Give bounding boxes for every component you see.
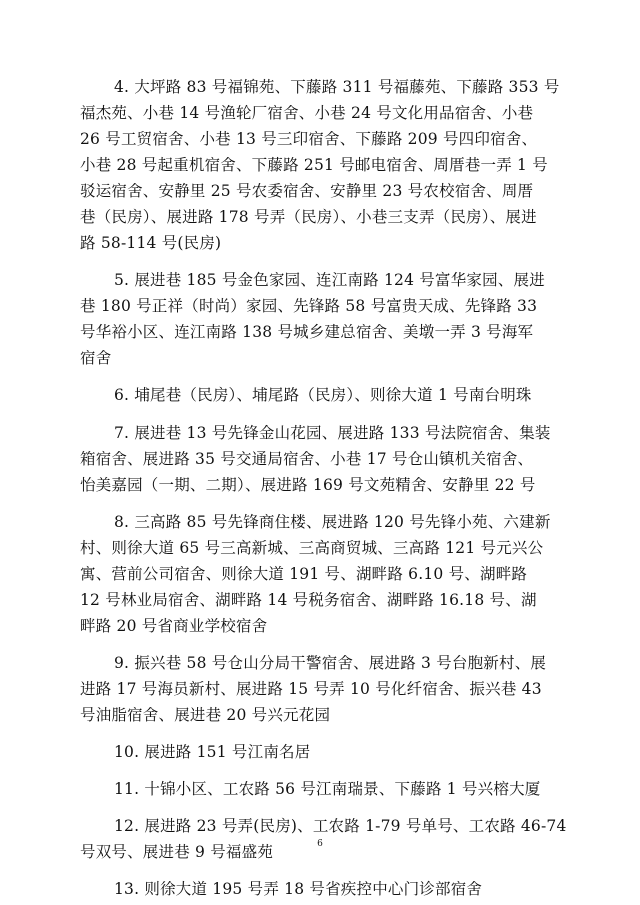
- paragraph-item-11: [0, 776, 640, 802]
- text-line: 路 58-114 号(民房): [80, 234, 222, 252]
- text-line: 宿舍: [80, 349, 112, 367]
- text-line: 号华裕小区、连江南路 138 号城乡建总宿舍、美墩一弄 3 号海军: [80, 323, 534, 341]
- text-line: 号双号、展进巷 9 号福盛苑: [80, 843, 274, 861]
- text-line: 巷 180 号正祥（时尚）家园、先锋路 58 号富贵天成、先锋路 33: [80, 297, 538, 315]
- text-line: 8. 三高路 85 号先锋商住楼、展进路 120 号先锋小苑、六建新: [114, 513, 551, 531]
- paragraph-item-9: [0, 650, 640, 728]
- paragraph-item-4: [0, 74, 640, 256]
- text-line: 箱宿舍、展进路 35 号交通局宿舍、小巷 17 号仓山镇机关宿舍、: [80, 450, 534, 468]
- paragraph-item-10: [0, 739, 640, 765]
- paragraph-item-7: [0, 420, 640, 498]
- text-line: 驳运宿舍、安静里 25 号农委宿舍、安静里 23 号农校宿舍、周厝: [80, 182, 534, 200]
- page-number: 6: [317, 839, 323, 849]
- document-body: [0, 74, 640, 902]
- paragraph-item-13: [0, 876, 640, 902]
- text-line: 9. 振兴巷 58 号仓山分局干警宿舍、展进路 3 号台胞新村、展: [114, 654, 547, 672]
- text-line: 号油脂宿舍、展进巷 20 号兴元花园: [80, 706, 331, 724]
- text-line: 进路 17 号海员新村、展进路 15 号弄 10 号化纤宿舍、振兴巷 43: [80, 680, 542, 698]
- paragraph-item-8: [0, 509, 640, 639]
- text-line: 寓、营前公司宿舍、则徐大道 191 号、湖畔路 6.10 号、湖畔路: [80, 565, 528, 583]
- text-line: 4. 大坪路 83 号福锦苑、下藤路 311 号福藤苑、下藤路 353 号: [114, 78, 560, 96]
- text-line: 福杰苑、小巷 14 号渔轮厂宿舍、小巷 24 号文化用品宿舍、小巷: [80, 104, 534, 122]
- text-line: 7. 展进巷 13 号先锋金山花园、展进路 133 号法院宿舍、集装: [114, 424, 551, 442]
- text-line: 怡美嘉园（一期、二期）、展进路 169 号文苑精舍、安静里 22 号: [80, 476, 536, 494]
- text-line: 畔路 20 号省商业学校宿舍: [80, 617, 268, 635]
- text-line: 12 号林业局宿舍、湖畔路 14 号税务宿舍、湖畔路 16.18 号、湖: [80, 591, 537, 609]
- text-line: 10. 展进路 151 号江南名居: [114, 743, 311, 761]
- text-line: 13. 则徐大道 195 号弄 18 号省疾控中心门诊部宿舍: [114, 880, 483, 898]
- text-line: 小巷 28 号起重机宿舍、下藤路 251 号邮电宿舍、周厝巷一弄 1 号: [80, 156, 548, 174]
- text-line: 5. 展进巷 185 号金色家园、连江南路 124 号富华家园、展进: [114, 271, 545, 289]
- text-line: 12. 展进路 23 号弄(民房)、工农路 1-79 号单号、工农路 46-74: [114, 817, 567, 835]
- text-line: 11. 十锦小区、工农路 56 号江南瑞景、下藤路 1 号兴榕大厦: [114, 780, 541, 798]
- text-line: 26 号工贸宿舍、小巷 13 号三印宿舍、下藤路 209 号四印宿舍、: [80, 130, 538, 148]
- text-line: 巷（民房）、展进路 178 号弄（民房）、小巷三支弄（民房）、展进: [80, 208, 537, 226]
- text-line: 村、则徐大道 65 号三高新城、三高商贸城、三高路 121 号元兴公: [80, 539, 544, 557]
- paragraph-item-6: [0, 382, 640, 408]
- paragraph-item-5: [0, 267, 640, 371]
- text-line: 6. 埔尾巷（民房）、埔尾路（民房）、则徐大道 1 号南台明珠: [114, 386, 532, 404]
